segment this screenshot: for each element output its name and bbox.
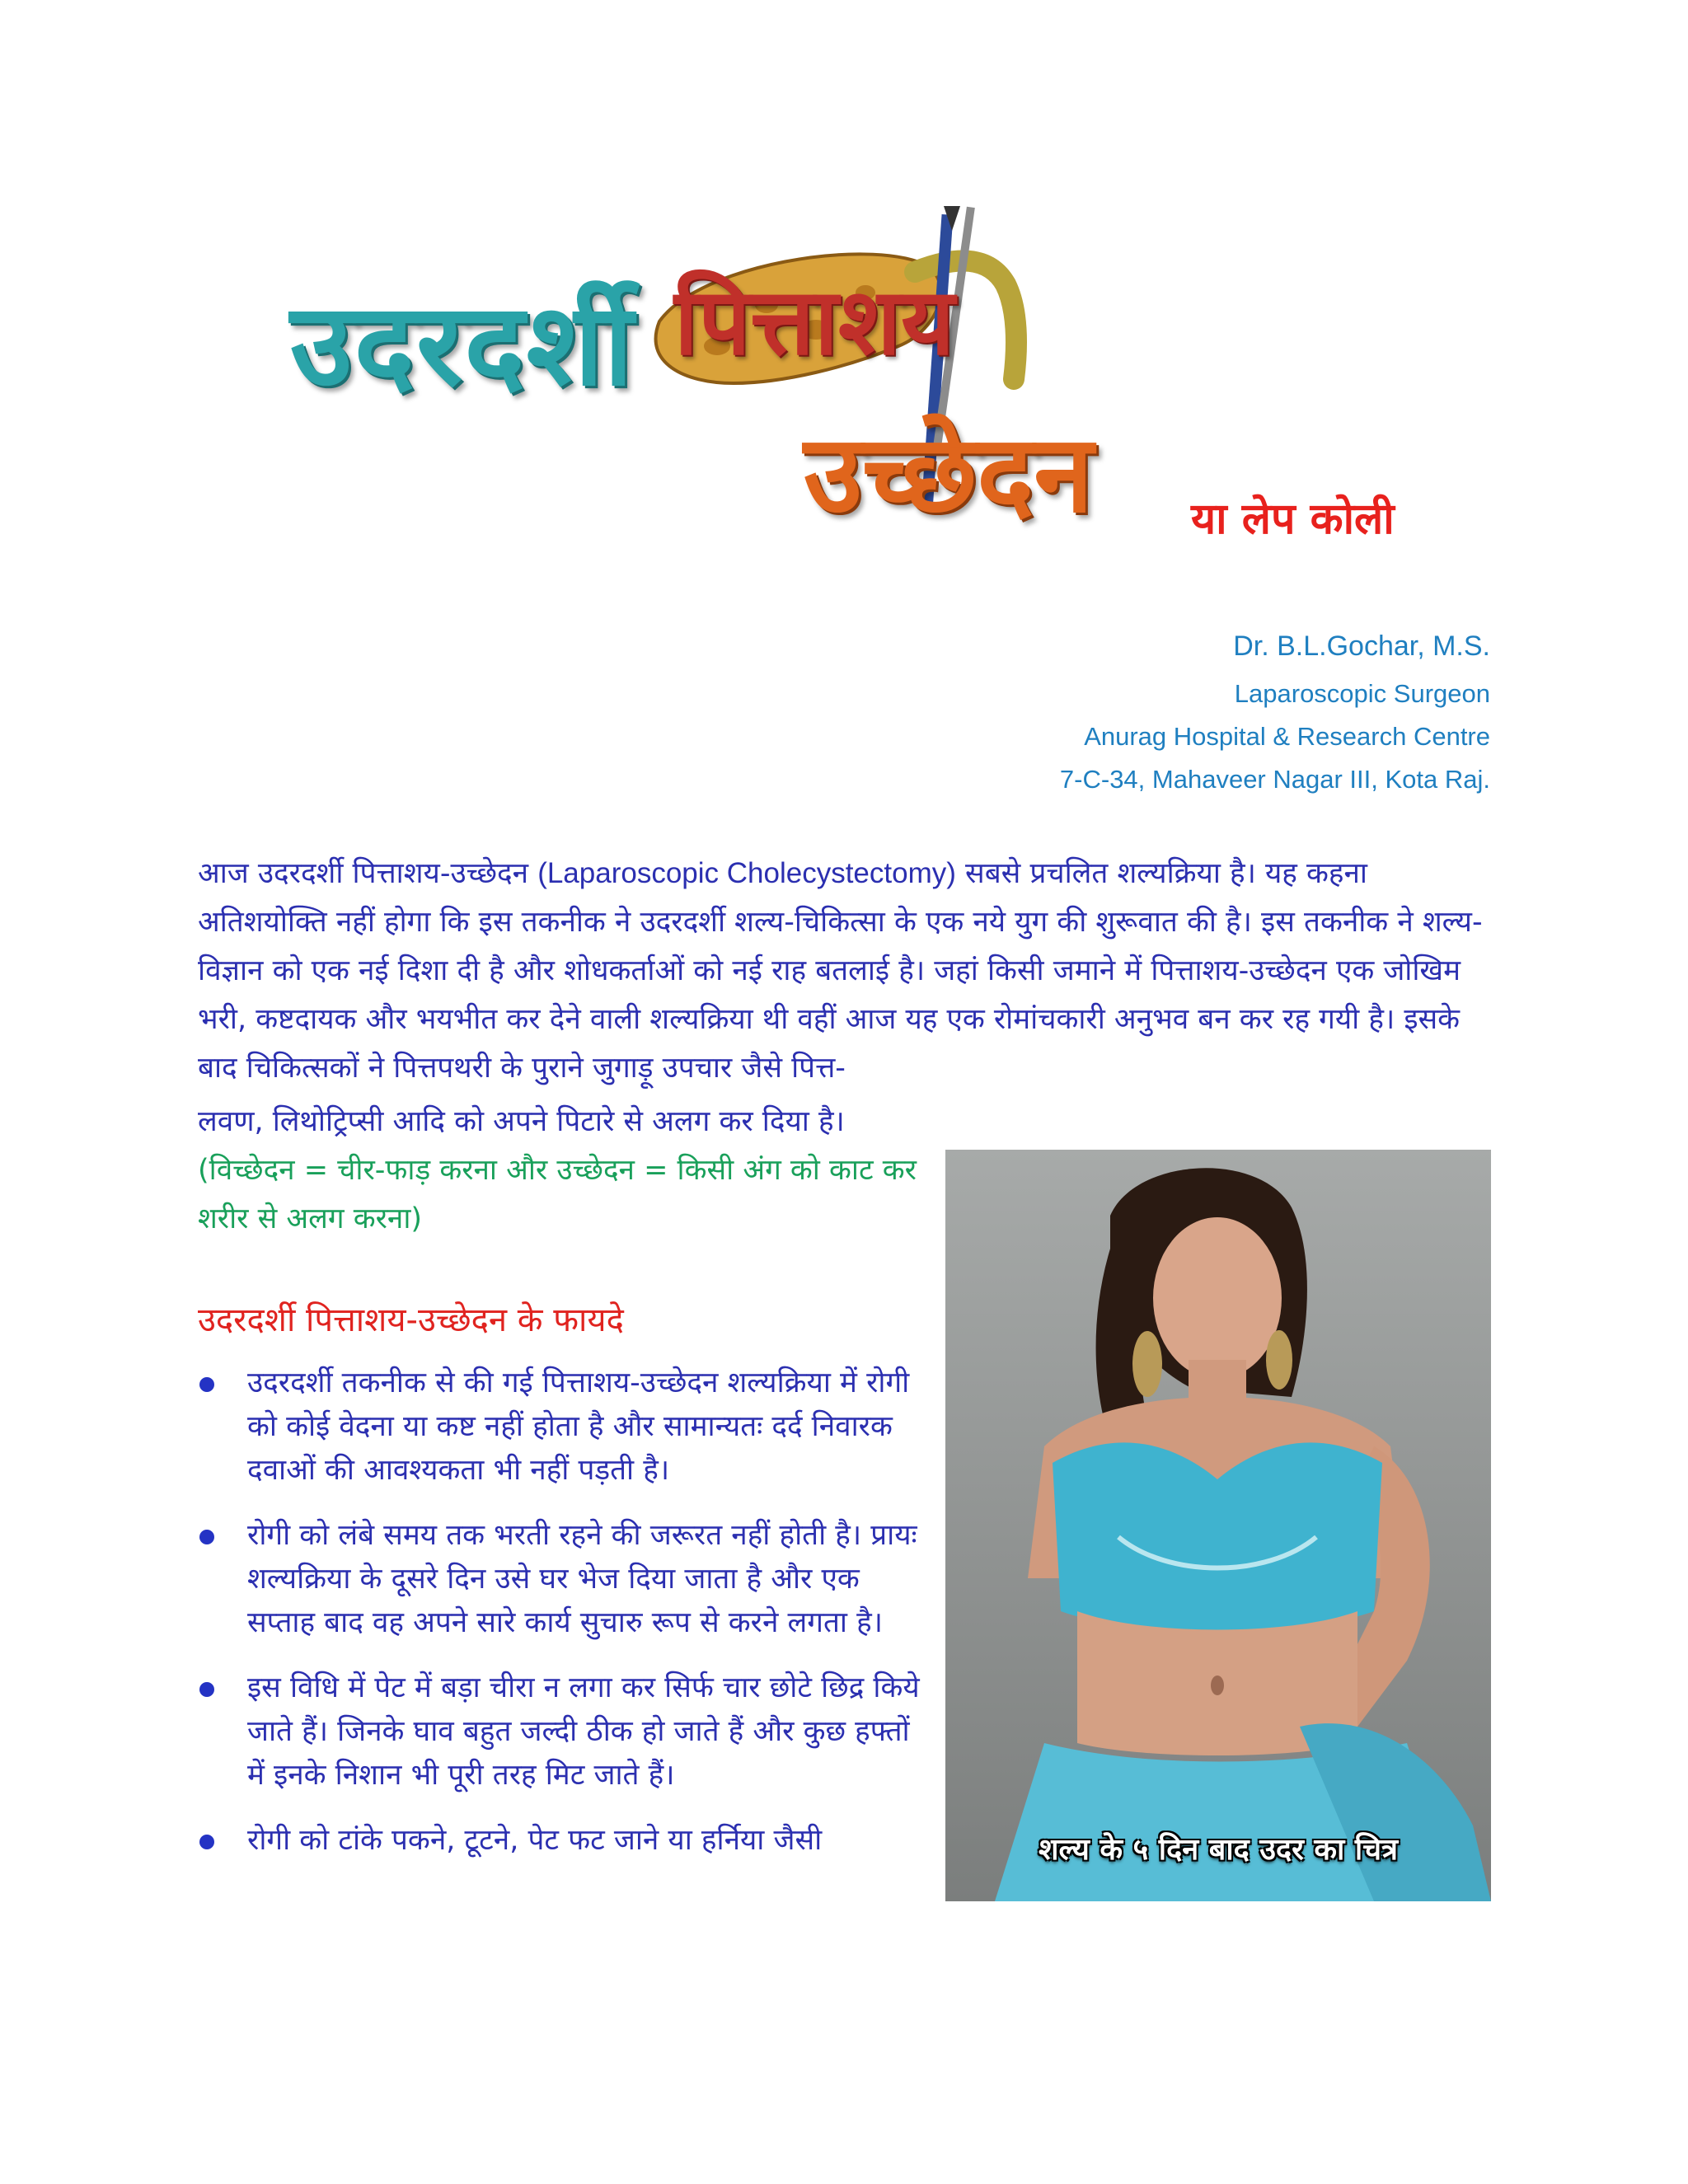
list-item-text: उदरदर्शी तकनीक से की गई पित्ताशय-उच्छेदन शल्यक्रिया में रोगी को कोई वेदना या कष्ट नहीं होता है और सामान्यतः दर्द निवारक दवाओं की आवश्यकता भी नहीं पड़ती है। <box>247 1366 910 1487</box>
author-role: Laparoscopic Surgeon <box>1234 679 1490 708</box>
post-surgery-photo <box>945 1150 1491 1901</box>
title-word-removal: उच्छेदन <box>804 411 1094 537</box>
bullet-icon <box>199 1835 214 1849</box>
benefits-heading: उदरदर्शी पित्ताशय-उच्छेदन के फायदे <box>198 1301 624 1339</box>
list-item <box>198 1819 923 1863</box>
intro-english-term: (Laparoscopic Cholecystectomy) <box>537 857 956 889</box>
list-item <box>198 1666 923 1797</box>
photo-illustration <box>945 1150 1491 1901</box>
list-item-text: इस विधि में पेट में बड़ा चीरा न लगा कर सिर्फ चार छोटे छिद्र किये जाते हैं। जिनके घाव बहुत जल्दी ठीक हो जाते हैं और कुछ हफ्तों में इनके निशान भी पूरी तरह मिट जाते हैं। <box>247 1671 920 1792</box>
subtitle: या लेप कोली <box>1191 494 1395 544</box>
definition-note: (विच्छेदन = चीर-फाड़ करना और उच्छेदन = किसी अंग को काट कर शरीर से अलग करना) <box>198 1154 917 1235</box>
author-name: Dr. B.L.Gochar, M.S. <box>1233 630 1490 662</box>
intro-tail <box>198 1098 923 1244</box>
bullet-icon <box>199 1682 214 1697</box>
intro-tail-text: लवण, लिथोट्रिप्सी आदि को अपने पिटारे से अलग कर दिया है। <box>198 1105 845 1138</box>
list-item <box>198 1514 923 1645</box>
author-hospital: Anurag Hospital & Research Centre <box>1084 722 1490 751</box>
intro-body: सबसे प्रचलित शल्यक्रिया है। यह कहना अतिशयोक्ति नहीं होगा कि इस तकनीक ने उदरदर्शी शल्य-चिकित्सा के एक नये युग की शुरूवात की है। इस तकनीक ने शल्य-विज्ञान को एक नई दिशा दी है और शोधकर्ताओं को नई राह बतलाई है। जहां किसी जमाने में पित्ताशय-उच्छेदन एक जोखिम भरी, कष्टदायक और भयभीत कर देने वाली शल्यक्रिया थी वहीं आज यह एक रोमांचकारी अनुभव बन कर रह गयी है। इसके बाद चिकित्सकों ने पित्तपथरी के पुराने जुगाड़ू उपचार जैसे पित्त- <box>198 857 1483 1085</box>
bullet-icon <box>199 1377 214 1392</box>
intro-paragraph <box>198 849 1496 1093</box>
author-address: 7-C-34, Mahaveer Nagar III, Kota Raj. <box>1059 765 1490 794</box>
list-item-text: रोगी को लंबे समय तक भरती रहने की जरूरत नहीं होती है। प्रायः शल्यक्रिया के दूसरे दिन उसे घर भेज दिया जाता है और एक सप्ताह बाद वह अपने सारे कार्य सुचारु रूप से करने लगता है। <box>247 1519 917 1639</box>
list-item-text: रोगी को टांके पकने, टूटने, पेट फट जाने या हर्निया जैसी <box>247 1824 823 1857</box>
list-item <box>198 1361 923 1493</box>
photo-caption: शल्य के ५ दिन बाद उदर का चित्र <box>1039 1833 1398 1867</box>
bullet-icon <box>199 1530 214 1544</box>
title-word-laparoscopic: उदरदर्शी <box>290 279 635 411</box>
benefits-list <box>198 1361 923 1884</box>
intro-lead: आज उदरदर्शी पित्ताशय-उच्छेदन <box>198 857 538 890</box>
title-word-gallbladder: पित्ताशय <box>674 269 955 376</box>
